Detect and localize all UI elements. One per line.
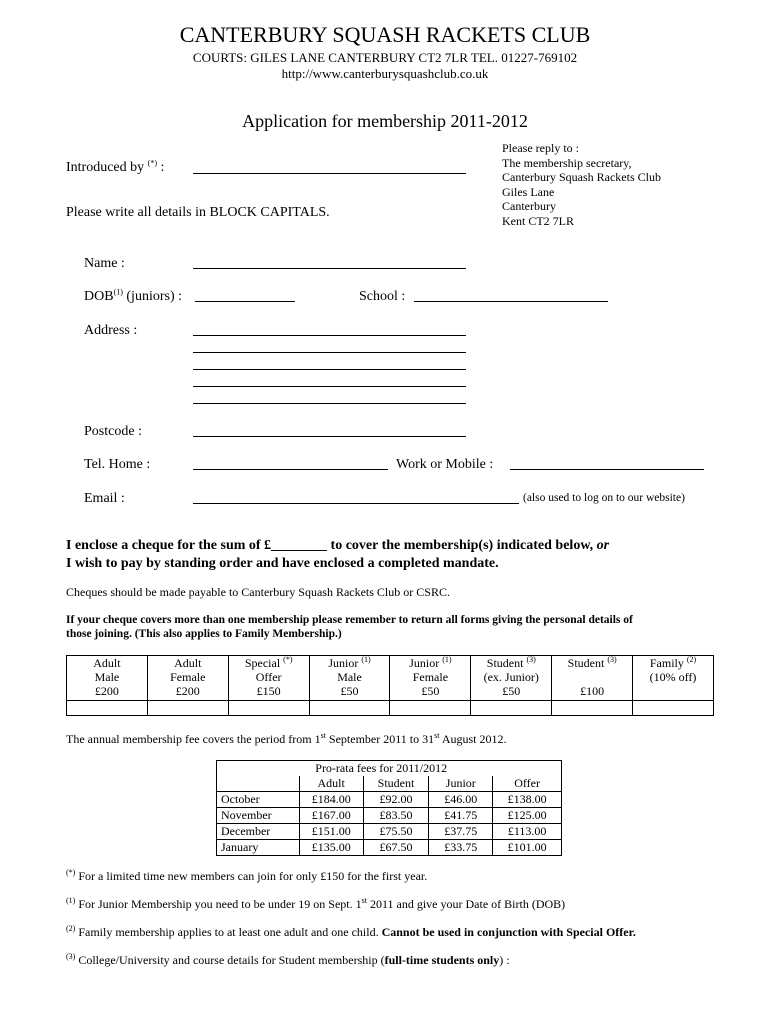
prorata-header: Junior bbox=[429, 776, 493, 792]
footnote-family: $^{(2)}$ Family membership applies to at least one adult and one child. Cannot be used in conjunction with Special Offer. bbox=[66, 924, 636, 939]
prorata-row bbox=[217, 808, 562, 824]
prorata-cell: £101.00 bbox=[493, 840, 562, 856]
cheque-statement: I enclose a cheque for the sum of £________ to cover the membership(s) indicated below, or bbox=[66, 538, 610, 553]
membership-select-cell[interactable] bbox=[309, 701, 390, 716]
form-title: Application for membership 2011-2012 bbox=[242, 111, 528, 131]
address-field-line[interactable] bbox=[193, 403, 466, 404]
membership-cell-family: Family $^{(2)}$ (10% off) bbox=[633, 656, 714, 701]
email-note: (also used to log on to our website) bbox=[523, 492, 685, 504]
school-field[interactable] bbox=[414, 301, 608, 302]
prorata-cell: £125.00 bbox=[493, 808, 562, 824]
membership-select-cell[interactable] bbox=[228, 701, 309, 716]
prorata-header: Adult bbox=[299, 776, 363, 792]
reply-line: Canterbury Squash Rackets Club bbox=[502, 170, 661, 184]
reply-address bbox=[502, 141, 661, 228]
prorata-header-row bbox=[217, 776, 562, 792]
prorata-cell: £37.75 bbox=[429, 824, 493, 840]
membership-table bbox=[66, 655, 714, 716]
email-field[interactable] bbox=[193, 503, 519, 504]
club-address: COURTS: GILES LANE CANTERBURY CT2 7LR TEL. 01227-769102 bbox=[192, 50, 578, 65]
membership-cell-special-offer: Special (*) Offer £150 bbox=[228, 656, 309, 701]
prorata-cell: £92.00 bbox=[363, 792, 429, 808]
name-label: Name : bbox=[84, 256, 125, 271]
membership-select-cell[interactable] bbox=[552, 701, 633, 716]
payable-to-note: Cheques should be made payable to Canterbury Squash Rackets Club or CSRC. bbox=[66, 585, 450, 599]
address-field-line[interactable] bbox=[193, 335, 466, 336]
membership-cell-junior-male: Junior $^{(1)}$ Male £50 bbox=[309, 656, 390, 701]
prorata-title: Pro-rata fees for 2011/2012 bbox=[299, 761, 561, 777]
membership-select-cell[interactable] bbox=[633, 701, 714, 716]
school-label: School : bbox=[359, 289, 406, 304]
address-field-line[interactable] bbox=[193, 386, 466, 387]
membership-select-cell[interactable] bbox=[67, 701, 148, 716]
dob-field[interactable] bbox=[195, 301, 295, 302]
prorata-month: November bbox=[217, 808, 300, 824]
reply-line: Kent CT2 7LR bbox=[502, 213, 574, 228]
prorata-cell: £33.75 bbox=[429, 840, 493, 856]
prorata-header: Offer bbox=[493, 776, 562, 792]
prorata-cell: £67.50 bbox=[363, 840, 429, 856]
footnote-junior: $^{(1)}$ For Junior Membership you need to be under 19 on Sept. 1st 2011 and give your Date of Birth (DOB) bbox=[66, 896, 566, 911]
address-field-line[interactable] bbox=[193, 369, 466, 370]
membership-cell-student-ex-junior: Student $^{(3)}$ (ex. Junior) £50 bbox=[471, 656, 552, 701]
tel-home-field[interactable] bbox=[193, 469, 388, 470]
membership-selection-row[interactable] bbox=[67, 701, 714, 716]
prorata-row bbox=[217, 840, 562, 856]
prorata-cell: £151.00 bbox=[299, 824, 363, 840]
membership-cell-adult-female: Adult Female £200 bbox=[147, 656, 228, 701]
reply-line: Giles Lane bbox=[502, 184, 555, 199]
prorata-cell: £41.75 bbox=[429, 808, 493, 824]
standing-order-statement: I wish to pay by standing order and have enclosed a completed mandate. bbox=[66, 556, 499, 571]
membership-cell-adult-male: Adult Male £200 bbox=[67, 656, 148, 701]
reply-line: Canterbury bbox=[502, 199, 556, 213]
introduced-by-field[interactable] bbox=[193, 173, 466, 174]
prorata-cell: £184.00 bbox=[299, 792, 363, 808]
prorata-cell: £138.00 bbox=[493, 792, 562, 808]
prorata-row bbox=[217, 824, 562, 840]
work-mobile-label: Work or Mobile : bbox=[396, 457, 494, 472]
membership-select-cell[interactable] bbox=[390, 701, 471, 716]
prorata-title-row bbox=[217, 761, 562, 777]
prorata-cell: £135.00 bbox=[299, 840, 363, 856]
prorata-cell: £75.50 bbox=[363, 824, 429, 840]
fee-period-note: The annual membership fee covers the period from 1st September 2011 to 31st August 2012. bbox=[66, 731, 507, 746]
footnote-special-offer: (*) For a limited time new members can join for only £150 for the first year. bbox=[66, 868, 428, 883]
club-name: CANTERBURY SQUASH RACKETS CLUB bbox=[179, 22, 591, 47]
multi-membership-note-1: If your cheque covers more than one membership please remember to return all forms giving the personal details of bbox=[66, 614, 633, 626]
membership-select-cell[interactable] bbox=[471, 701, 552, 716]
prorata-header: Student bbox=[363, 776, 429, 792]
dob-label: DOB$^{(1)}$ (juniors) : bbox=[84, 287, 182, 304]
prorata-cell: £113.00 bbox=[493, 824, 562, 840]
block-capitals-note: Please write all details in BLOCK CAPITALS. bbox=[66, 205, 330, 220]
prorata-month: January bbox=[217, 840, 300, 856]
name-field[interactable] bbox=[193, 268, 466, 269]
postcode-field[interactable] bbox=[193, 436, 466, 437]
membership-select-cell[interactable] bbox=[147, 701, 228, 716]
email-label: Email : bbox=[84, 491, 125, 506]
prorata-cell: £167.00 bbox=[299, 808, 363, 824]
work-mobile-field[interactable] bbox=[510, 469, 704, 470]
prorata-cell: £46.00 bbox=[429, 792, 493, 808]
address-field-line[interactable] bbox=[193, 352, 466, 353]
footnote-student: $^{(3)}$ College/University and course details for Student membership (full-time students only) : bbox=[66, 952, 510, 967]
membership-cell-student: Student $^{(3)}$ £100 bbox=[552, 656, 633, 701]
prorata-month: December bbox=[217, 824, 300, 840]
prorata-table bbox=[216, 760, 562, 856]
prorata-row bbox=[217, 792, 562, 808]
postcode-label: Postcode : bbox=[84, 424, 142, 439]
reply-line: The membership secretary, bbox=[502, 155, 632, 170]
reply-line: Please reply to : bbox=[502, 141, 579, 155]
prorata-header bbox=[217, 776, 300, 792]
club-website[interactable]: http://www.canterburysquashclub.co.uk bbox=[281, 66, 489, 81]
multi-membership-note-2: those joining. (This also applies to Family Membership.) bbox=[66, 628, 342, 640]
membership-cell-junior-female: Junior $^{(1)}$ Female £50 bbox=[390, 656, 471, 701]
prorata-month: October bbox=[217, 792, 300, 808]
tel-home-label: Tel. Home : bbox=[84, 457, 151, 472]
prorata-cell: £83.50 bbox=[363, 808, 429, 824]
address-label: Address : bbox=[84, 323, 138, 338]
introduced-by-label: Introduced by (*) : bbox=[66, 158, 165, 175]
membership-types-row bbox=[67, 656, 714, 701]
